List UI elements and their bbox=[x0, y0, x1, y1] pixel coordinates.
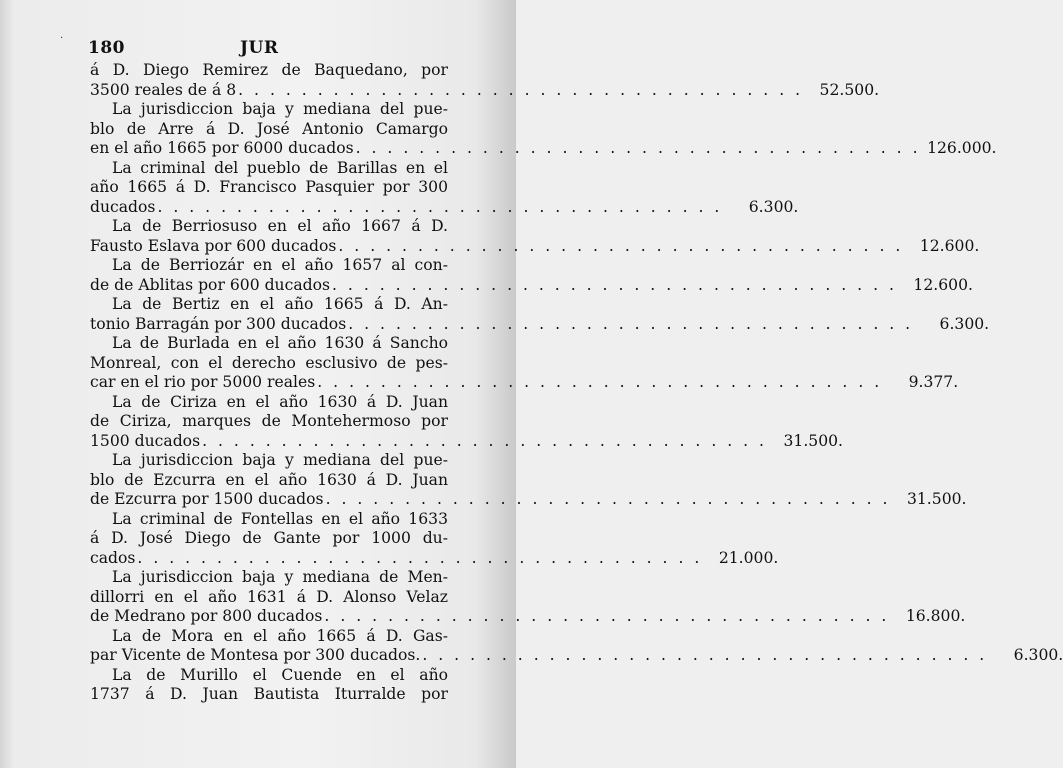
entry-text: La criminal de Fontellas en el año 1633 bbox=[112, 509, 448, 528]
entry bbox=[90, 509, 779, 569]
entry-line bbox=[90, 451, 448, 471]
entry-line bbox=[90, 334, 448, 354]
entry bbox=[90, 158, 799, 218]
dot-leader: . . . . . . . . . . . . . . . . . . . . . . . . . . . . . . . . . . . . bbox=[157, 197, 723, 216]
entry-line bbox=[90, 393, 448, 413]
entry-text: car en el rio por 5000 reales bbox=[90, 373, 316, 391]
entries-list bbox=[90, 61, 1063, 705]
entry-amount: 6.300. bbox=[939, 314, 990, 333]
entry-text: La jurisdiccion baja y mediana del pue- bbox=[112, 451, 448, 469]
entry-line bbox=[90, 314, 990, 335]
entry bbox=[90, 334, 959, 393]
entry bbox=[90, 451, 967, 510]
entry-amount: 12.600. bbox=[913, 275, 973, 294]
entry-text: La de Ciriza en el año 1630 á D. Juan bbox=[112, 392, 448, 411]
entry-text: de Ezcurra por 1500 ducados bbox=[90, 490, 324, 508]
entry-line bbox=[90, 548, 779, 569]
entry-line bbox=[90, 471, 448, 491]
entry-text: de Medrano por 800 ducados bbox=[90, 607, 323, 625]
entry-line bbox=[90, 256, 448, 276]
dot-leader: . . . . . . . . . . . . . . . . . . . . . . . . . . . . . . . . . . . . bbox=[355, 139, 921, 157]
page-number: 180 bbox=[88, 38, 125, 58]
entry-line bbox=[90, 354, 448, 374]
entry-line bbox=[90, 646, 1063, 666]
entry-text: cados bbox=[90, 548, 136, 567]
entry-text: La jurisdiccion baja y mediana del pue- bbox=[112, 100, 448, 118]
entry-line bbox=[90, 197, 799, 218]
entry-text: La criminal del pueblo de Barillas en el bbox=[112, 158, 448, 177]
page-mark: . bbox=[60, 30, 64, 41]
entry-text: Monreal, con el derecho esclusivo de pes- bbox=[90, 353, 448, 372]
entry-line bbox=[90, 100, 448, 120]
entry-text: blo de Arre á D. José Antonio Camargo bbox=[90, 119, 448, 138]
dot-leader: . . . . . . . . . . . . . . . . . . . . . . . . . . . . . . . . . . . . bbox=[317, 373, 883, 391]
entry-text: dillorri en el año 1631 á D. Alonso Velaz bbox=[90, 587, 448, 606]
entry-line bbox=[90, 607, 966, 627]
entry-amount: 52.500. bbox=[819, 80, 880, 99]
entry-text: ducados bbox=[90, 197, 156, 216]
entry-amount: 126.000. bbox=[927, 139, 997, 157]
dot-leader: . . . . . . . . . . . . . . . . . . . . . . . . . . . . . . . . . . . . bbox=[422, 646, 988, 664]
entry bbox=[90, 100, 997, 159]
entry-text: en el año 1665 por 6000 ducados bbox=[90, 139, 354, 157]
entry-line bbox=[90, 685, 448, 705]
entry-line bbox=[90, 568, 448, 588]
entry-line bbox=[90, 217, 448, 237]
entry-line bbox=[90, 373, 959, 393]
entry-line bbox=[90, 588, 448, 608]
entry-line bbox=[90, 412, 448, 432]
entry bbox=[90, 217, 980, 256]
entry-text: tonio Barragán por 300 ducados bbox=[90, 314, 347, 333]
entry-line bbox=[90, 120, 448, 140]
entry bbox=[90, 256, 973, 295]
entry-text: La de Bertiz en el año 1665 á D. An- bbox=[112, 295, 448, 313]
dot-leader: . . . . . . . . . . . . . . . . . . . . . . . . . . . . . . . . . . . . bbox=[325, 490, 891, 508]
entry-text: par Vicente de Montesa por 300 ducados. bbox=[90, 646, 421, 664]
entry-amount: 12.600. bbox=[919, 236, 980, 255]
entry-amount: 31.500. bbox=[906, 490, 967, 508]
entry-line bbox=[90, 510, 448, 530]
entry-text: á D. Diego Remirez de Baquedano, por bbox=[90, 61, 448, 79]
entry-text: La jurisdiccion baja y mediana de Men- bbox=[112, 568, 448, 586]
entry-line bbox=[90, 159, 448, 179]
entry-text: La de Mora en el año 1665 á D. Gas- bbox=[112, 626, 448, 645]
dot-leader: . . . . . . . . . . . . . . . . . . . . . . . . . . . . . . . . . . . . bbox=[324, 607, 890, 625]
entry-text: La de Murillo el Cuende en el año bbox=[112, 665, 448, 684]
entry-text: blo de Ezcurra en el año 1630 á D. Juan bbox=[90, 470, 448, 489]
entry-text: á D. José Diego de Gante por 1000 du- bbox=[90, 529, 448, 547]
entry-text: 3500 reales de á 8 bbox=[90, 80, 237, 99]
entry-amount: 16.800. bbox=[905, 607, 966, 625]
dot-leader: . . . . . . . . . . . . . . . . . . . . . . . . . . . . . . . . . . . . bbox=[238, 80, 804, 99]
entry-text: La de Berriosuso en el año 1667 á D. bbox=[112, 217, 448, 235]
entry-line bbox=[90, 80, 880, 101]
entry-text: de de Ablitas por 600 ducados bbox=[90, 275, 331, 294]
entry-line bbox=[90, 295, 448, 315]
entry-text: año 1665 á D. Francisco Pasquier por 300 bbox=[90, 178, 448, 196]
entry-line bbox=[90, 139, 997, 159]
entry-line bbox=[90, 61, 448, 81]
entry-amount: 31.500. bbox=[783, 431, 844, 450]
entry-text: La de Berriozár en el año 1657 al con- bbox=[112, 256, 448, 274]
entry-amount: 6.300. bbox=[748, 197, 799, 216]
entry-text: Fausto Eslava por 600 ducados bbox=[90, 236, 337, 255]
entry bbox=[90, 295, 990, 334]
entry bbox=[90, 626, 1063, 666]
entry-amount: 21.000. bbox=[718, 548, 779, 567]
entry bbox=[90, 568, 966, 627]
entry-line bbox=[90, 236, 980, 257]
dot-leader: . . . . . . . . . . . . . . . . . . . . . . . . . . . . . . . . . . . . bbox=[338, 236, 904, 255]
dot-leader: . . . . . . . . . . . . . . . . . . . . . . . . . . . . . . . . . . . . bbox=[202, 431, 768, 450]
entry-text: 1500 ducados bbox=[90, 431, 201, 450]
entry-line bbox=[90, 275, 973, 296]
entry-amount: 6.300. bbox=[1013, 646, 1063, 664]
dot-leader: . . . . . . . . . . . . . . . . . . . . . . . . . . . . . . . . . . . . bbox=[332, 275, 897, 294]
entry bbox=[90, 61, 880, 100]
entry-line bbox=[90, 178, 448, 198]
entry-text: La de Burlada en el año 1630 á Sancho bbox=[112, 334, 448, 352]
entry-line bbox=[90, 627, 448, 647]
entry-line bbox=[90, 666, 448, 686]
dot-leader: . . . . . . . . . . . . . . . . . . . . . . . . . . . . . . . . . . . . bbox=[348, 314, 914, 333]
entry-text: 1737 á D. Juan Bautista Iturralde por bbox=[90, 685, 448, 703]
entry-line bbox=[90, 529, 448, 549]
entry-amount: 9.377. bbox=[908, 373, 959, 391]
entry-line bbox=[90, 490, 967, 510]
dot-leader: . . . . . . . . . . . . . . . . . . . . . . . . . . . . . . . . . . . . bbox=[137, 548, 703, 567]
running-title: JUR bbox=[240, 38, 279, 58]
entry bbox=[90, 666, 448, 705]
entry-text: de Ciriza, marques de Montehermoso por bbox=[90, 412, 448, 430]
entry-line bbox=[90, 431, 844, 452]
entry bbox=[90, 392, 844, 452]
